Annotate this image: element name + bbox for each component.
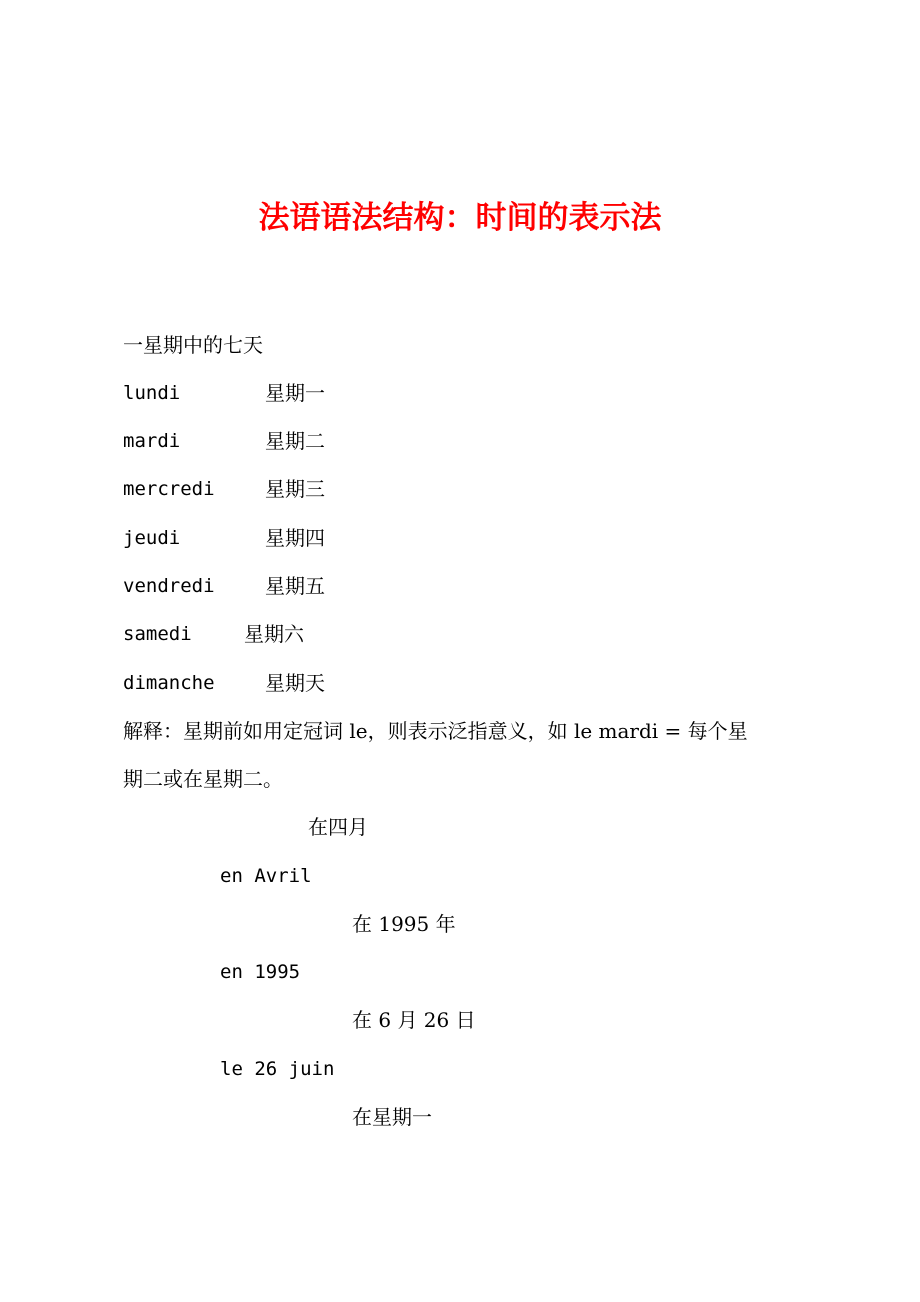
day-zh: 星期五 <box>265 574 325 598</box>
example-fr: en 1995 <box>220 961 301 983</box>
day-zh: 星期六 <box>244 622 304 646</box>
example-fr: en Avril <box>220 865 312 887</box>
section-heading: 一星期中的七天 <box>123 333 263 357</box>
explanation-line: 解释：星期前如用定冠词 le，则表示泛指意义，如 le mardi = 每个星 <box>123 719 748 743</box>
example-fr: le 26 juin <box>220 1058 335 1080</box>
day-fr: vendredi <box>123 575 215 597</box>
day-zh: 星期一 <box>265 381 325 405</box>
example-zh: 在星期一 <box>352 1105 432 1129</box>
day-fr: mercredi <box>123 478 215 500</box>
day-fr: lundi <box>123 382 181 404</box>
document-title: 法语语法结构：时间的表示法 <box>258 200 662 236</box>
example-zh: 在 1995 年 <box>352 912 456 936</box>
example-zh: 在 6 月 26 日 <box>352 1008 476 1032</box>
day-zh: 星期三 <box>265 477 325 501</box>
day-zh: 星期二 <box>265 429 325 453</box>
day-fr: samedi <box>123 623 192 645</box>
day-zh: 星期天 <box>265 671 325 695</box>
day-fr: jeudi <box>123 527 181 549</box>
day-zh: 星期四 <box>265 526 325 550</box>
example-zh: 在四月 <box>308 815 368 839</box>
day-fr: mardi <box>123 430 181 452</box>
explanation-line: 期二或在星期二。 <box>123 767 283 791</box>
day-fr: dimanche <box>123 672 215 694</box>
